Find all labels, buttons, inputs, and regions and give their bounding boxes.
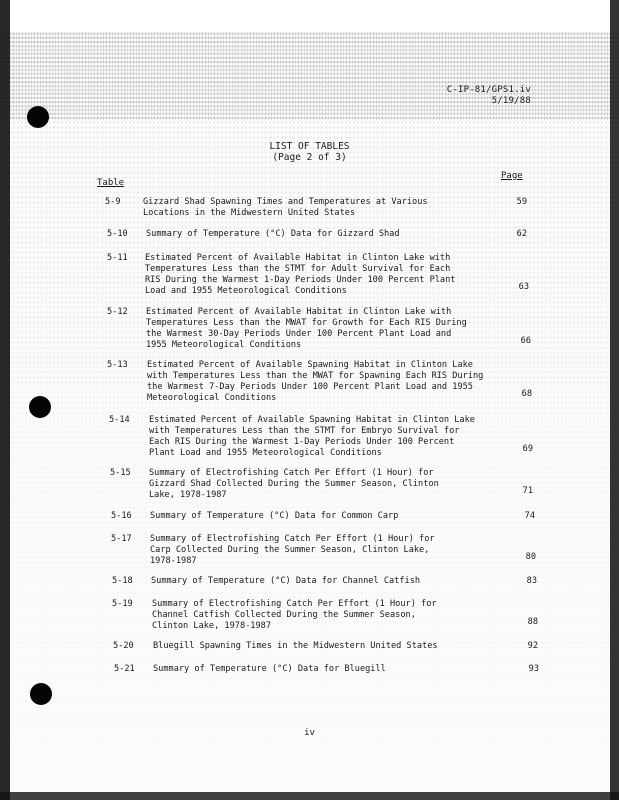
table-title: Summary of Temperature (°C) Data for Common Carp (150, 511, 399, 521)
punch-hole-icon (30, 683, 52, 705)
table-title: Summary of Electrofishing Catch Per Effort (1 Hour) for Carp Collected During the Summer Season, Clinton Lake, 1978-1987 (150, 534, 435, 566)
table-title: Bluegill Spawning Times in the Midwestern United States (153, 641, 438, 651)
table-number: 5-20 (113, 641, 134, 651)
table-number: 5-18 (112, 576, 133, 586)
table-number: 5-14 (109, 415, 130, 425)
page-reference: 80 (525, 552, 536, 562)
document-date: 5/19/88 (491, 96, 531, 106)
title-subtitle: (Page 2 of 3) (272, 152, 347, 163)
table-number: 5-12 (107, 307, 128, 317)
table-number: 5-11 (107, 253, 128, 263)
table-number: 5-21 (114, 664, 135, 674)
page-top-margin (0, 0, 619, 32)
scan-bottom-edge (0, 792, 619, 800)
page-reference: 93 (528, 664, 539, 674)
page-reference: 71 (522, 486, 533, 496)
table-title: Summary of Electrofishing Catch Per Effort (1 Hour) for Gizzard Shad Collected During the Summer Season, Clinton Lake, 1978-1987 (149, 468, 439, 500)
title-main: LIST OF TABLES (269, 141, 350, 152)
document-id-code: C-IP-81/GPS1.iv (446, 85, 531, 95)
punch-hole-icon (29, 396, 51, 418)
table-number: 5-16 (111, 511, 132, 521)
page-reference: 69 (522, 444, 533, 454)
table-title: Summary of Temperature (°C) Data for Gizzard Shad (146, 229, 400, 239)
table-title: Summary of Temperature (°C) Data for Channel Catfish (151, 576, 421, 586)
scan-left-edge (0, 0, 10, 800)
document-id (447, 85, 531, 107)
page-number: iv (304, 728, 315, 738)
table-title: Summary of Electrofishing Catch Per Effort (1 Hour) for Channel Catfish Collected During the Summer Season, Clinton Lake, 1978-1987 (152, 599, 437, 631)
table-title: Estimated Percent of Available Habitat in Clinton Lake with Temperatures Less than the MWAT for Growth for Each RIS During the Warmest 30-Day Periods Under 100 Percent Plant Load and 1955 Meteorological Conditions (146, 307, 467, 350)
page-reference: 63 (518, 282, 529, 292)
table-title: Gizzard Shad Spawning Times and Temperatures at Various Locations in the Midwestern United States (143, 197, 428, 218)
page-reference: 68 (521, 389, 532, 399)
column-header-table: Table (97, 178, 125, 188)
column-header-page: Page (501, 171, 523, 181)
page-reference: 88 (527, 617, 538, 627)
page-reference: 74 (524, 511, 535, 521)
scan-right-edge (610, 0, 619, 800)
table-title: Estimated Percent of Available Habitat in Clinton Lake with Temperatures Less than the STMT for Adult Survival for Each RIS During the Warmest 1-Day Periods Under 100 Percent Plant Load and 1955 Meteorological Conditions (145, 253, 456, 296)
table-number: 5-19 (112, 599, 133, 609)
table-number: 5-9 (105, 197, 121, 207)
page-reference: 62 (516, 229, 527, 239)
table-number: 5-17 (111, 534, 132, 544)
page-reference: 83 (526, 576, 537, 586)
page-title (0, 141, 619, 163)
punch-hole-icon (27, 106, 49, 128)
table-title: Summary of Temperature (°C) Data for Bluegill (153, 664, 386, 674)
table-number: 5-13 (107, 360, 128, 370)
page-reference: 92 (527, 641, 538, 651)
table-title: Estimated Percent of Available Spawning Habitat in Clinton Lake with Temperatures Less than the MWAT for Spawning Each RIS During the Warmest 7-Day Periods Under 100 Percent Plant Load and 1955 Meteorological Conditions (147, 360, 484, 403)
page-reference: 59 (516, 197, 527, 207)
page-reference: 66 (520, 336, 531, 346)
table-number: 5-15 (110, 468, 131, 478)
table-number: 5-10 (107, 229, 128, 239)
table-title: Estimated Percent of Available Spawning Habitat in Clinton Lake with Temperatures Less than the STMT for Embryo Survival for Each RIS During the Warmest 1-Day Periods Under 100 Percent Plant Load and 1955 Meteorological Conditions (149, 415, 475, 458)
